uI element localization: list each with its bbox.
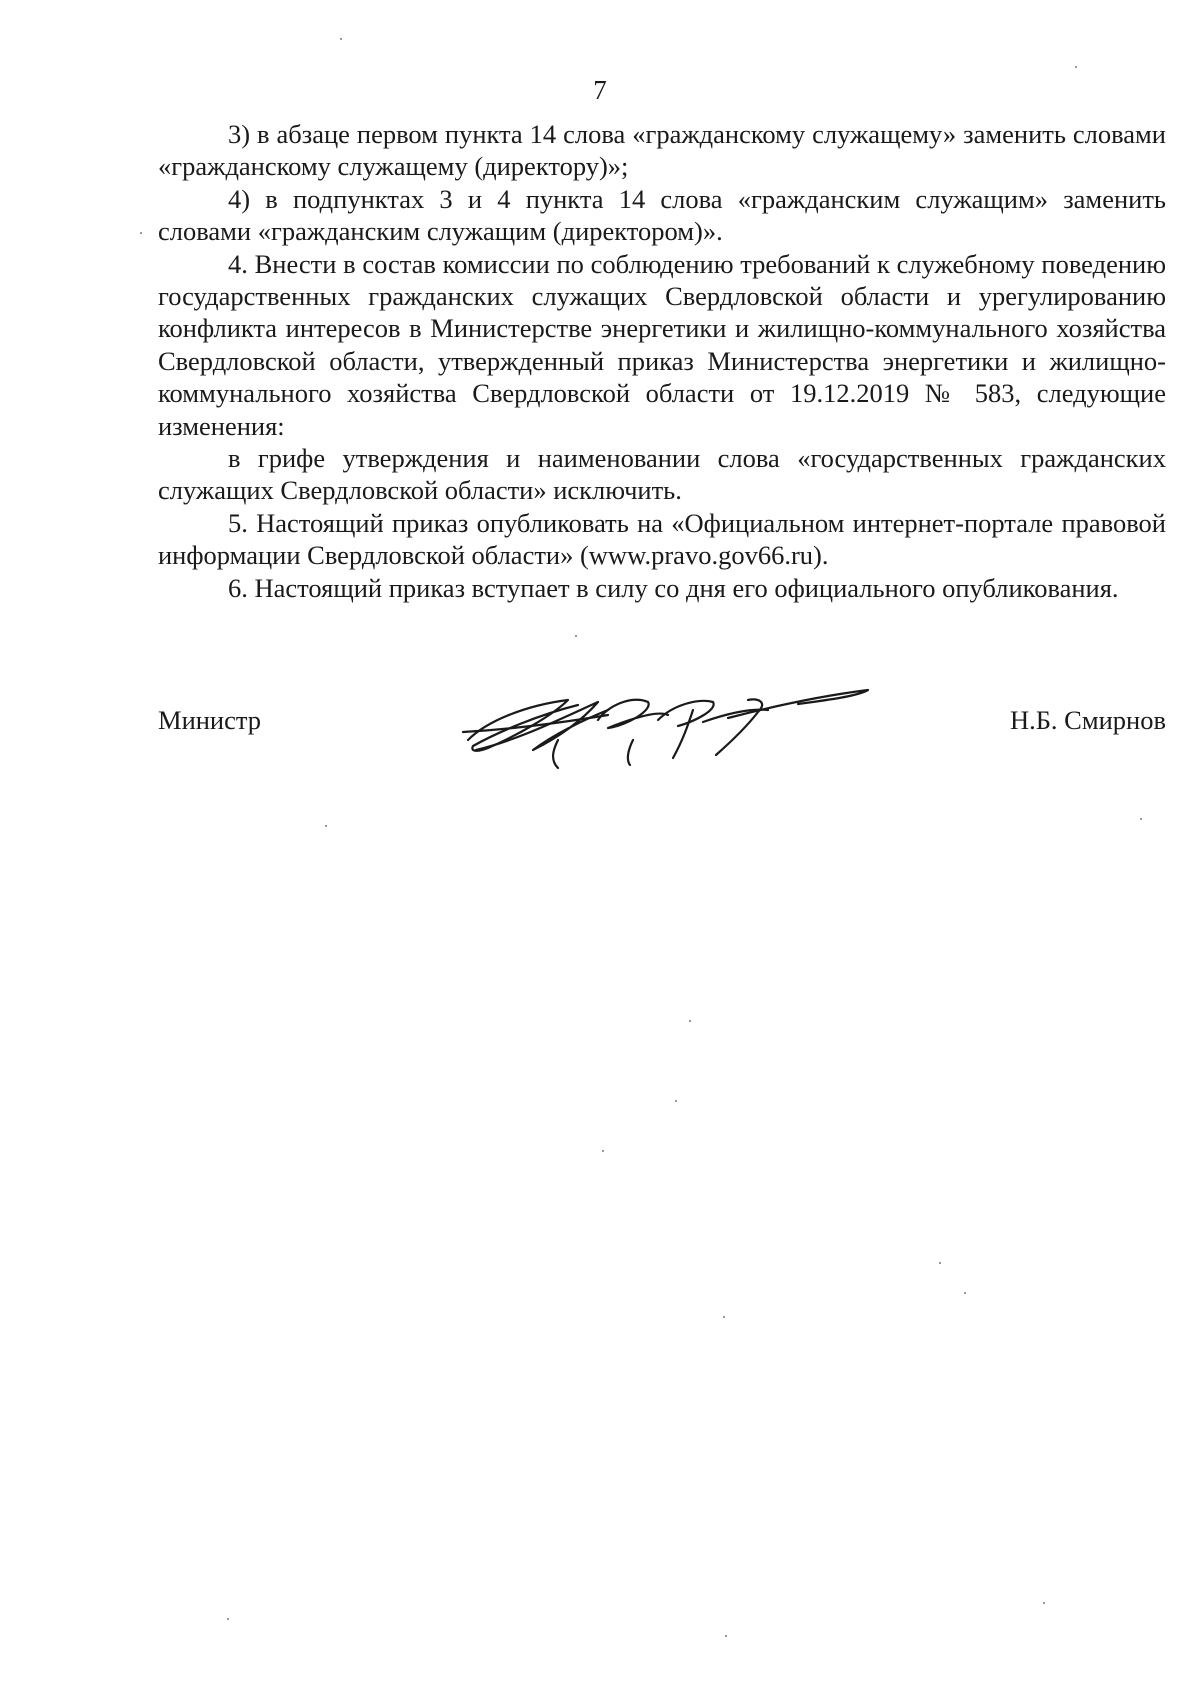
signature-block [158,680,1166,780]
scan-speck [602,1150,604,1152]
scan-speck [140,232,142,234]
scan-speck [675,1100,677,1102]
scan-speck [939,1262,941,1264]
scan-speck [575,635,577,637]
signatory-title: Министр [158,705,262,735]
scan-speck [723,1316,725,1318]
scan-speck [689,1020,691,1022]
page-number: 7 [593,75,607,105]
scan-speck [964,1292,966,1294]
paragraph-section-4-detail: в грифе утверждения и наименовании слова «государственных гражданских служащих Свердловской области» исключить. [158,443,1166,506]
paragraph-section-4: 4. Внести в состав комиссии по соблюдению требований к служебному поведению государственных гражданских служащих Свердловской области и урегулированию конфликта интересов в Министерстве энергетики и жилищно-коммунального хозяйства Свердловской области, утвержденный приказ Министерства энергетики и жилищно-коммунального хозяйства Свердловской области от 19.12.2019 № 583, следующие изменения: [158,248,1166,441]
paragraph-section-5: 5. Настоящий приказ опубликовать на «Официальном интернет-портале правовой информации Свердловской области» (www.pravo.gov66.ru). [158,507,1166,571]
scan-speck [1075,66,1077,68]
document-body [158,118,1166,604]
paragraph-item-3-amendment: 3) в абзаце первом пункта 14 слова «гражданскому служащему» заменить словами «гражданскому служащему (директору)»; [158,119,1166,182]
scan-speck [340,38,342,40]
paragraph-section-6: 6. Настоящий приказ вступает в силу со дня его официального опубликования. [228,572,1119,603]
scan-speck [227,1618,229,1620]
scan-speck [1140,818,1142,820]
handwritten-signature [458,680,888,780]
signatory-name: Н.Б. Смирнов [1009,705,1166,735]
paragraph-item-4-amendment: 4) в подпунктах 3 и 4 пункта 14 слова «гражданским служащим» заменить словами «гражданским служащим (директором)». [158,183,1166,247]
scan-speck [1043,1602,1045,1604]
scan-speck [725,1635,727,1637]
scan-speck [325,825,327,827]
